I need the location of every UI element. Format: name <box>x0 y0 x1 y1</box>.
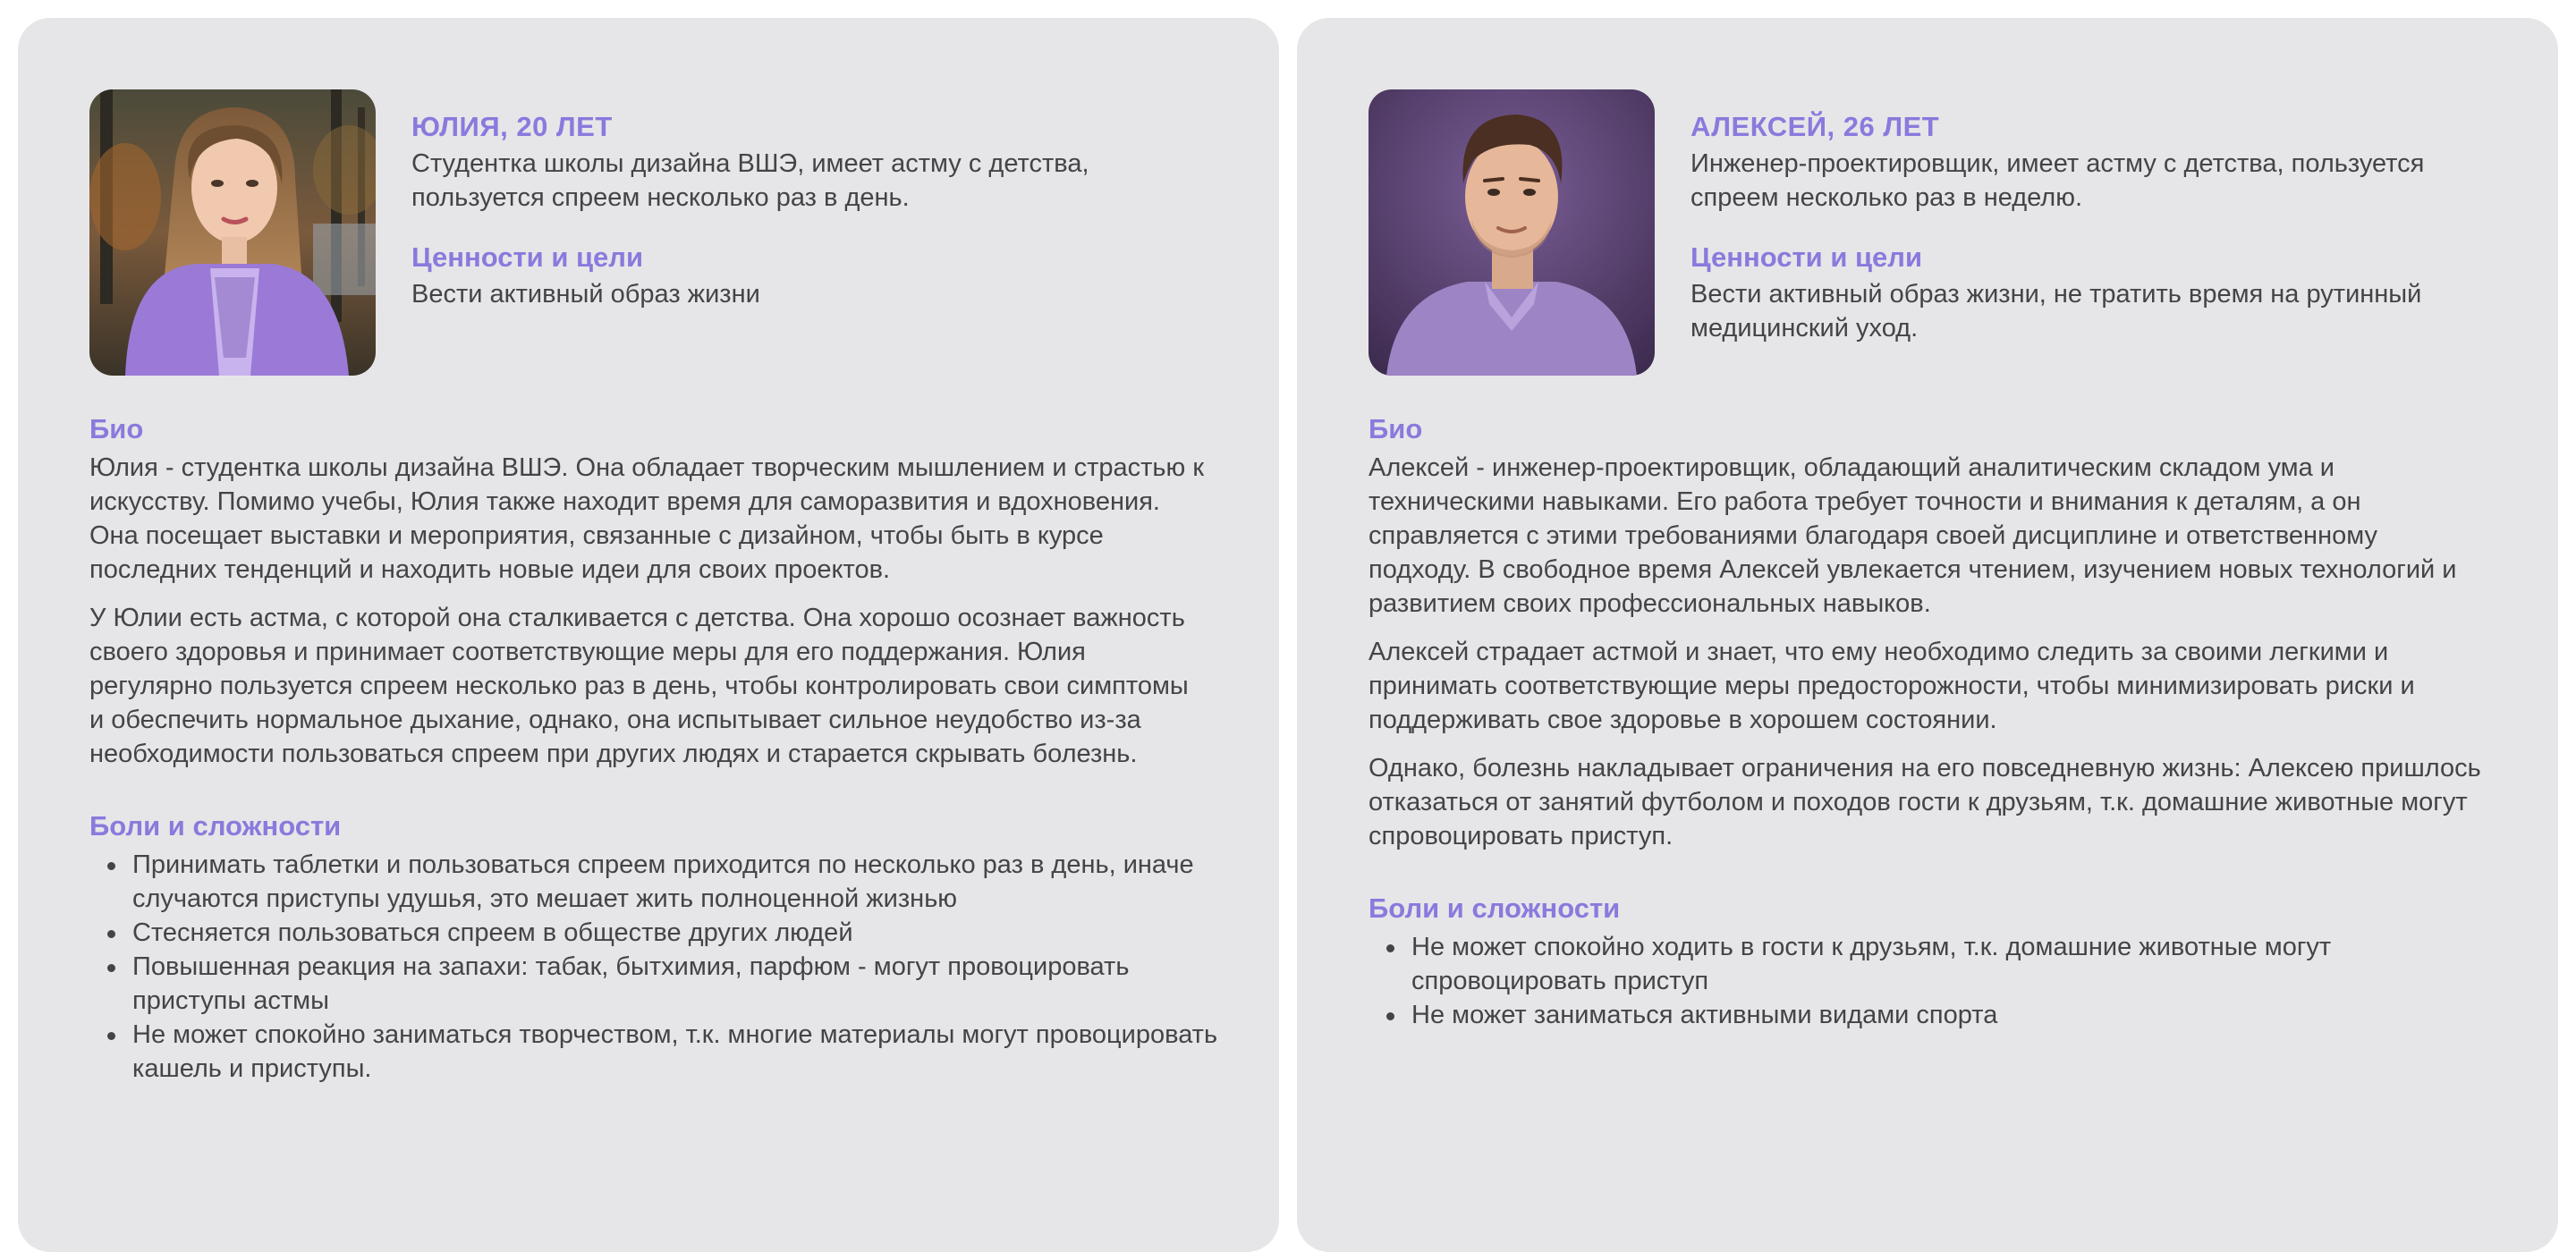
persona-name: ЮЛИЯ, 20 ЛЕТ <box>411 111 613 142</box>
bio-paragraph: Алексей - инженер-проектировщик, обладающий аналитическим складом ума и техническими навыками. Его работа требует точности и внимания к деталям, а он справляется с этими требованиями благодаря своей дисциплине и ответственному подходу. В свободное время Алексей увлекается чтением, изучением новых технологий и развитием своих профессиональных навыков. <box>1368 453 2457 618</box>
pain-item: Повышенная реакция на запахи: табак, бытхимия, парфюм - могут провоцировать приступы астмы <box>89 950 1225 1018</box>
pain-item: Не может спокойно заниматься творчеством, т.к. многие материалы могут провоцировать кашель и приступы. <box>89 1018 1225 1086</box>
persona-header <box>89 89 1208 376</box>
pain-item: Не может спокойно ходить в гости к друзьям, т.к. домашние животные могут спровоцировать приступ <box>1368 930 2487 998</box>
pains-list <box>1368 930 2487 1032</box>
persona-card-aleksey <box>1297 18 2558 1252</box>
values-heading: Ценности и цели <box>411 241 644 273</box>
pain-item: Не может заниматься активными видами спорта <box>1368 998 2487 1032</box>
pains-list <box>89 848 1225 1086</box>
pains-heading: Боли и сложности <box>89 810 342 842</box>
pain-item: Стесняется пользоваться спреем в обществе других людей <box>89 916 1225 950</box>
bio-heading: Био <box>89 413 144 444</box>
persona-photo <box>1368 89 1655 376</box>
persona-photo <box>89 89 376 376</box>
values-text: Вести активный образ жизни <box>411 280 760 309</box>
portrait-photo-woman <box>89 89 376 376</box>
pains-heading: Боли и сложности <box>1368 892 1621 924</box>
values-text: Вести активный образ жизни, не тратить время на рутинный медицинский уход. <box>1690 280 2422 343</box>
bio-heading: Био <box>1368 413 1423 444</box>
portrait-photo-man <box>1368 89 1655 376</box>
persona-header <box>1368 89 2487 376</box>
pain-item: Принимать таблетки и пользоваться спреем приходится по несколько раз в день, иначе случаются приступы удушья, это мешает жить полноценной жизнью <box>89 848 1225 916</box>
persona-summary <box>411 89 1216 311</box>
bio-paragraph: Однако, болезнь накладывает ограничения на его повседневную жизнь: Алексею пришлось отказаться от занятий футболом и походов гости к друзьям, т.к. домашние животные могут спровоцировать приступ. <box>1368 754 2481 850</box>
bio-paragraph: У Юлии есть астма, с которой она сталкивается с детства. Она хорошо осознает важность своего здоровья и принимает соответствующие меры для его поддержания. Юлия регулярно пользуется спреем несколько раз в день, чтобы контролировать свои симптомы и обеспечить нормальное дыхание, однако, она испытывает сильное неудобство из-за необходимости пользоваться спреем при других людях и старается скрывать болезнь. <box>89 604 1189 768</box>
bio-paragraph: Юлия - студентка школы дизайна ВШЭ. Она обладает творческим мышлением и страстью к искусству. Помимо учебы, Юлия также находит время для саморазвития и вдохновения. Она посещает выставки и мероприятия, связанные с дизайном, чтобы быть в курсе последних тенденций и находить новые идеи для своих проектов. <box>89 453 1205 584</box>
values-heading: Ценности и цели <box>1690 241 1923 273</box>
persona-description: Студентка школы дизайна ВШЭ, имеет астму с детства, пользуется спреем несколько раз в день. <box>411 149 1089 212</box>
persona-name: АЛЕКСЕЙ, 26 ЛЕТ <box>1690 111 1940 142</box>
persona-summary <box>1690 89 2496 345</box>
bio-paragraph: Алексей страдает астмой и знает, что ему необходимо следить за своими легкими и принимать соответствующие меры предосторожности, чтобы минимизировать риски и поддерживать свое здоровье в хорошем состоянии. <box>1368 638 2415 734</box>
persona-description: Инженер-проектировщик, имеет астму с детства, пользуется спреем несколько раз в неделю. <box>1690 149 2425 212</box>
persona-card-yulia <box>18 18 1279 1252</box>
